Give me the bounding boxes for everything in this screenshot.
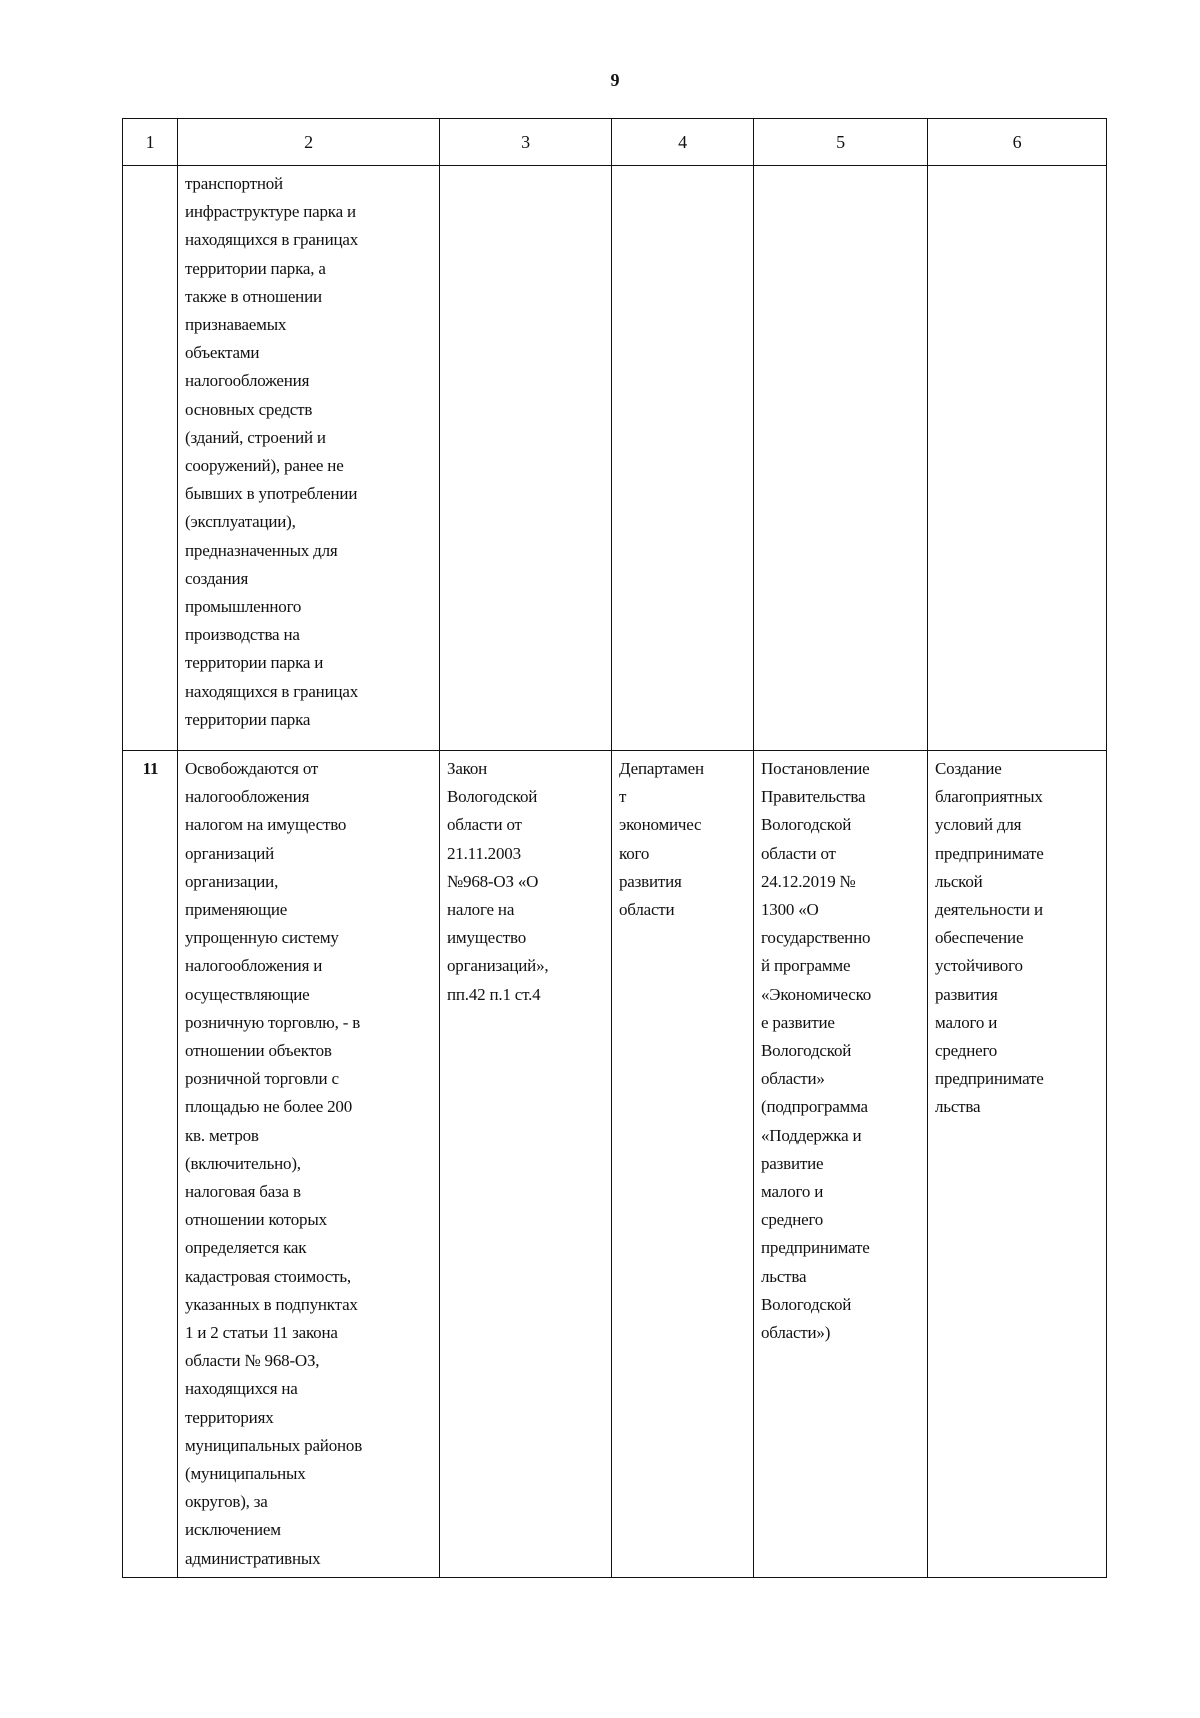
cell-legal-basis <box>440 166 612 751</box>
cell-curator <box>612 166 754 751</box>
cell-program-text: Постановление Правительства Вологодской области от 24.12.2019 № 1300 «О государственно й программе «Экономическо е развитие Вологодской области» (подпрограмма «Поддержка и развитие малого и среднего предпринимате льства Вологодской области») <box>761 759 872 1343</box>
cell-legal-basis <box>440 751 612 1578</box>
cell-description-text: Освобождаются от налогообложения налогом на имущество организаций организации, применяющие упрощенную систему налогообложения и осуществляющие розничную торговлю, - в отношении объектов розничной торговли с площадью не более 200 кв. метров (включительно), налоговая база в отношении которых определяется как кадастровая стоимость, указанных в подпунктах 1 и 2 статьи 11 закона области № 968-ОЗ, находящихся на территориях муниципальных районов (муниципальных округов), за исключением административных <box>185 759 363 1568</box>
cell-legal-basis-text: Закон Вологодской области от 21.11.2003 №968-ОЗ «О налоге на имущество организаций», пп.42 п.1 ст.4 <box>447 759 549 1004</box>
cell-curator-text: Департамен т экономичес кого развития области <box>619 759 704 920</box>
cell-goal <box>928 166 1107 751</box>
benefits-table <box>122 118 1107 1578</box>
table-row <box>123 166 1107 751</box>
cell-goal <box>928 751 1107 1578</box>
cell-goal-text: Создание благоприятных условий для предпринимате льской деятельности и обеспечение устойчивого развития малого и среднего предпринимате льства <box>935 759 1044 1117</box>
column-header-6: 6 <box>928 119 1107 166</box>
row-number: 11 <box>123 751 178 1578</box>
column-header-5: 5 <box>754 119 928 166</box>
row-number <box>123 166 178 751</box>
page-number: 9 <box>610 70 620 90</box>
column-header-4: 4 <box>612 119 754 166</box>
table-header-row <box>123 119 1107 166</box>
cell-curator <box>612 751 754 1578</box>
cell-description-text: транспортной инфраструктуре парка и находящихся в границах территории парка, а также в отношении признаваемых объектами налогообложения основных средств (зданий, строений и сооружений), ранее не бывших в употреблении (эксплуатации), предназначенных для создания промышленного производства на территории парка и находящихся в границах территории парка <box>185 174 359 729</box>
cell-description <box>178 751 440 1578</box>
column-header-1: 1 <box>123 119 178 166</box>
cell-program <box>754 751 928 1578</box>
column-header-3: 3 <box>440 119 612 166</box>
cell-description <box>178 166 440 751</box>
table-row <box>123 751 1107 1578</box>
column-header-2: 2 <box>178 119 440 166</box>
cell-program <box>754 166 928 751</box>
